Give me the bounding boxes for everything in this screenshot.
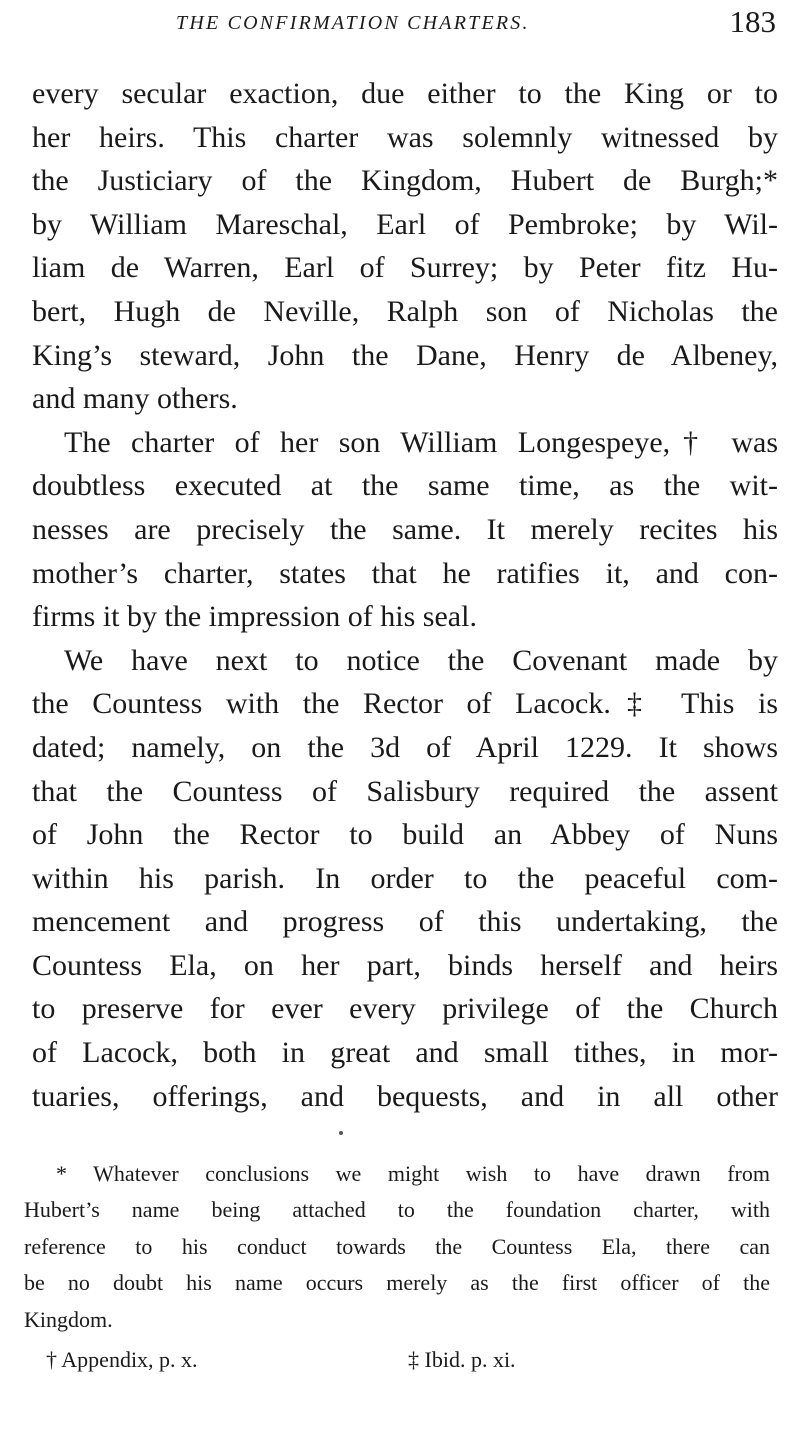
body-line: her heirs. This charter was solemnly witnessed by <box>32 120 778 154</box>
body-text <box>32 72 778 1118</box>
page-number: 183 <box>729 4 776 39</box>
body-line: the Justiciary of the Kingdom, Hubert de Burgh;* <box>32 164 778 198</box>
footnote-line: be no doubt his name occurs merely as the first officer of the <box>24 1270 770 1296</box>
divider-dot <box>339 1131 343 1135</box>
body-line: mencement and progress of this undertaking, the <box>32 905 778 939</box>
body-line: tuaries, offerings, and bequests, and in all other <box>32 1079 778 1113</box>
paragraph-start-line: We have next to notice the Covenant made by <box>64 643 778 677</box>
body-line: King’s steward, John the Dane, Henry de Albeney, <box>32 338 778 372</box>
footnote-line: reference to his conduct towards the Countess Ela, there can <box>24 1233 770 1259</box>
body-line: doubtless executed at the same time, as the wit- <box>32 469 778 503</box>
double-dagger-footnote: ‡ Ibid. p. xi. <box>408 1346 516 1372</box>
body-line: within his parish. In order to the peaceful com- <box>32 861 778 895</box>
body-line: to preserve for ever every privilege of the Church <box>32 992 778 1026</box>
dagger-footnote: † Appendix, p. x. <box>46 1346 198 1372</box>
footnotes <box>24 1156 770 1382</box>
running-title: THE CONFIRMATION CHARTERS. <box>176 12 530 34</box>
footnote-line: Hubert’s name being attached to the foundation charter, with <box>24 1197 770 1223</box>
body-line: dated; namely, on the 3d of April 1229. It shows <box>32 730 778 764</box>
body-line: of John the Rector to build an Abbey of Nuns <box>32 818 778 852</box>
body-line: nesses are precisely the same. It merely recites his <box>32 512 778 546</box>
body-line: by William Mareschal, Earl of Pembroke; by Wil- <box>32 207 778 241</box>
body-line: of Lacock, both in great and small tithes, in mor- <box>32 1036 778 1070</box>
paragraph-start-line: The charter of her son William Longespeye,† was <box>64 425 778 459</box>
body-line: and many others. <box>32 382 238 416</box>
footnote-line: Kingdom. <box>24 1306 113 1332</box>
body-line: the Countess with the Rector of Lacock.‡ This is <box>32 687 778 721</box>
body-line: bert, Hugh de Neville, Ralph son of Nicholas the <box>32 294 778 328</box>
footnote-line: * Whatever conclusions we might wish to have drawn from <box>56 1161 770 1186</box>
body-line: firms it by the impression of his seal. <box>32 600 477 634</box>
running-head <box>0 4 800 44</box>
body-line: every secular exaction, due either to the King or to <box>32 77 778 110</box>
body-line: liam de Warren, Earl of Surrey; by Peter fitz Hu- <box>32 251 778 285</box>
body-line: that the Countess of Salisbury required the assent <box>32 774 778 808</box>
body-line: mother’s charter, states that he ratifies it, and con- <box>32 556 778 590</box>
body-line: Countess Ela, on her part, binds herself and heirs <box>32 948 778 982</box>
footnote-references <box>24 1342 770 1382</box>
